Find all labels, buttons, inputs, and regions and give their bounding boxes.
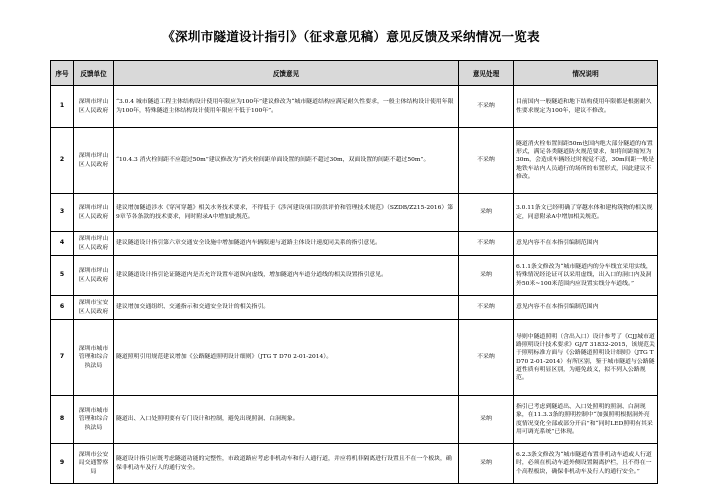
row-feedback: “10.4.3 消火栓间距不应超过50m”建议修改为“消火栓间距单面设置的间距不超过30m，双面设置的间距不超过50m”。 (114, 128, 459, 194)
row-unit: 深圳市坪山区人民政府 (74, 232, 114, 256)
row-feedback: 隧道设计指引应既考虑隧道功能的完整性，市政道路应考虑非机动车和行人通行道，并应将机非隔离进行设置且不在一个板块，确保非机动车及行人的通行安全。 (114, 444, 459, 484)
header-action: 意见处理 (459, 61, 514, 86)
row-unit: 深圳市坪山区人民政府 (74, 194, 114, 232)
row-num: 1 (51, 86, 74, 128)
header-unit: 反馈单位 (74, 61, 114, 86)
row-note: 隧道消火栓布置间距50m也国内绝大部分隧道的布置形式，满足各类隧道防火规范要求，如将间距缩短为30m，会造成车辆经过时视觉不适，30m间距一般是地铁车站内人员通行的场所的布置形式，因此建议不修改。 (514, 128, 658, 194)
row-action: 不采纳 (459, 86, 514, 128)
row-feedback: 建议隧道设计指引论证隧道内是否允许设置车道纵向虚线，增加隧道内车道分道线的相关设置指引意见。 (114, 256, 459, 296)
row-note: 3.0.11条文已经明确了穿越水体和建构筑物的相关规定，同意附录A中增加相关规范。 (514, 194, 658, 232)
row-feedback: 建议增加交通组织、交通指示和交通安全设计的相关指引。 (114, 296, 459, 320)
row-num: 6 (51, 296, 74, 320)
table-row (51, 128, 658, 194)
row-num: 5 (51, 256, 74, 296)
row-num: 4 (51, 232, 74, 256)
row-unit: 深圳市宝安区人民政府 (74, 296, 114, 320)
table-row (51, 320, 658, 396)
table-row (51, 86, 658, 128)
row-action: 不采纳 (459, 320, 514, 396)
row-unit: 深圳市坪山区人民政府 (74, 86, 114, 128)
row-note: 6.1.1条文修改为“城市隧道内的分车线宜采用实线，特殊情况经论证可以采用虚线，出入口的洞口内及洞外50米~100米范围内应设置实线分车道线。” (514, 256, 658, 296)
table-row (51, 444, 658, 484)
row-action: 采纳 (459, 396, 514, 444)
table-row (51, 296, 658, 320)
row-action: 不采纳 (459, 296, 514, 320)
header-feedback: 反馈意见 (114, 61, 459, 86)
header-num: 序号 (51, 61, 74, 86)
row-note: 意见内容不在本指引编制范围内 (514, 232, 658, 256)
table-row (51, 256, 658, 296)
row-num: 8 (51, 396, 74, 444)
row-action: 采纳 (459, 194, 514, 232)
row-num: 9 (51, 444, 74, 484)
row-action: 采纳 (459, 256, 514, 296)
row-feedback: 建议增加隧道涉水《穿河穿越》相关水务技术要求，不得低于《涉河建设项目防洪评价和管理技术规范》（SZDB/Z215-2016）第9章节各条款的技术要求，同时附录A中增加此规范。 (114, 194, 459, 232)
row-unit: 深圳市坪山区人民政府 (74, 256, 114, 296)
row-note: 导则中隧道照明（含出入口）设计参考了《CJJ城市道路照明设计技术要求》GJ/T 31832-2015，该规范关于照明标准方面与《公路隧道照明设计细则》（JTG T D70 2-01-2014）有所区别，鉴于城市隧道与公路隧道性质有明显区别，为避免歧义，拟不列入公路规范。 (514, 320, 658, 396)
row-num: 7 (51, 320, 74, 396)
row-note: 意见内容不在本指引编制范围内 (514, 296, 658, 320)
feedback-table (50, 60, 658, 484)
row-unit: 深圳市城市管理和综合执法局 (74, 320, 114, 396)
table-header-row (51, 61, 658, 86)
row-unit: 深圳市城市管理和综合执法局 (74, 396, 114, 444)
row-note: 6.2.3条文修改为“城市隧道布置非机动车道或人行道时，必须在机动车道外侧设置隔离护栏，且不得在一个高程板块，确保非机动车及行人的通行安全。” (514, 444, 658, 484)
row-feedback: 建议隧道设计指引第六章交通安全设施中增加隧道内车辆限速与道路主体设计速度同关系的指引意见。 (114, 232, 459, 256)
row-feedback: 隧道出、入口处照明要有专门设计和控制，避免出现照洞、白洞现象。 (114, 396, 459, 444)
row-action: 不采纳 (459, 232, 514, 256)
row-num: 3 (51, 194, 74, 232)
header-note: 情况说明 (514, 61, 658, 86)
row-num: 2 (51, 128, 74, 194)
row-note: 目前国内一般隧道和地下结构使用年限都是根据耐久性要求规定为100年，建议不修改。 (514, 86, 658, 128)
table-row (51, 194, 658, 232)
row-action: 不采纳 (459, 128, 514, 194)
row-feedback: 隧道照明引用规范建议增加《公路隧道照明设计细则》（JTG T D70 2-01-2014）。 (114, 320, 459, 396)
page-title: 《深圳市隧道设计指引》（征求意见稿）意见反馈及采纳情况一览表 (162, 29, 540, 44)
table-row (51, 232, 658, 256)
row-unit: 深圳市公安局交通警察局 (74, 444, 114, 484)
row-unit: 深圳市坪山区人民政府 (74, 128, 114, 194)
row-feedback: “3.0.4 城市隧道工程主体结构设计使用年限应为100年”建议修改为“城市隧道结构应满足耐久性要求，一般主体结构设计使用年限为100年，特殊隧道主体结构设计使用年限应不低于100年”。 (114, 86, 459, 128)
row-note: 指引已考虑到隧道出、入口处照明的照洞、白洞现象，在11.3.3条的照明控制中“加强照明根据洞外亮度情况变化全部或部分开启”和“同时LED照明有其采用可调光系统”已体现。 (514, 396, 658, 444)
table-row (51, 396, 658, 444)
row-action: 采纳 (459, 444, 514, 484)
